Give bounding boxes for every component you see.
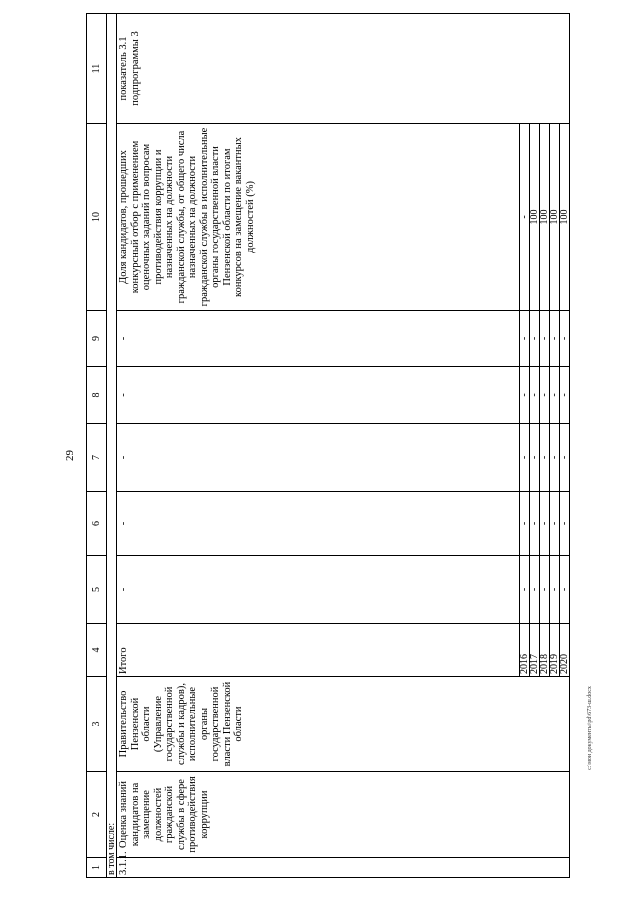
footer-path: c:\мои документы\pd\673-ш.docx bbox=[587, 686, 593, 770]
year-value: - bbox=[530, 311, 540, 367]
year-value: - bbox=[560, 311, 570, 367]
year-cell: 2016 bbox=[520, 624, 530, 677]
year-value: - bbox=[550, 367, 560, 424]
page-number: 29 bbox=[64, 450, 76, 461]
year-value: - bbox=[520, 424, 530, 492]
header-cell: 9 bbox=[87, 311, 107, 367]
cell-col5: - bbox=[117, 556, 520, 624]
year-value: - bbox=[540, 492, 550, 556]
event-name: Оценка знаний кандидатов на замещение должностей гражданской службы в сфере противодействия коррупции bbox=[117, 772, 570, 858]
header-cell: 10 bbox=[87, 124, 107, 311]
program-table bbox=[86, 13, 570, 878]
year-value: - bbox=[530, 424, 540, 492]
executor: Правительство Пензенской области (Управление государственной службы и кадров), исполнительные органы государственной власти Пензенской области bbox=[117, 677, 570, 772]
cell-col6: - bbox=[117, 492, 520, 556]
subheading: в том числе: bbox=[107, 14, 117, 878]
year-value: - bbox=[530, 492, 540, 556]
year-value: - bbox=[550, 556, 560, 624]
year-value: - bbox=[520, 492, 530, 556]
header-cell: 3 bbox=[87, 677, 107, 772]
header-cell: 6 bbox=[87, 492, 107, 556]
cell-col9: - bbox=[117, 311, 520, 367]
header-cell: 1 bbox=[87, 858, 107, 878]
header-cell: 8 bbox=[87, 367, 107, 424]
year-value: 100 bbox=[560, 124, 570, 311]
year-value: - bbox=[560, 367, 570, 424]
year-value: - bbox=[520, 556, 530, 624]
year-cell: 2019 bbox=[550, 624, 560, 677]
header-cell: 7 bbox=[87, 424, 107, 492]
year-cell: 2018 bbox=[540, 624, 550, 677]
year-value: 100 bbox=[530, 124, 540, 311]
year-value: - bbox=[550, 492, 560, 556]
year-value: - bbox=[550, 424, 560, 492]
year-value: - bbox=[560, 424, 570, 492]
year-value: - bbox=[550, 311, 560, 367]
period-total: Итого bbox=[117, 624, 520, 677]
header-cell: 5 bbox=[87, 556, 107, 624]
cell-col8: - bbox=[117, 367, 520, 424]
header-cell: 11 bbox=[87, 14, 107, 124]
year-value: - bbox=[560, 492, 570, 556]
cell-col7: - bbox=[117, 424, 520, 492]
rotated-table-wrapper bbox=[86, 14, 576, 878]
year-value: - bbox=[540, 367, 550, 424]
year-value: - bbox=[540, 311, 550, 367]
year-value: - bbox=[540, 556, 550, 624]
year-value: 100 bbox=[540, 124, 550, 311]
year-value: - bbox=[520, 367, 530, 424]
year-cell: 2017 bbox=[530, 624, 540, 677]
table-row bbox=[117, 14, 520, 878]
year-value: - bbox=[530, 367, 540, 424]
year-value: 100 bbox=[550, 124, 560, 311]
year-value: - bbox=[540, 424, 550, 492]
row-number: 3.1.1. bbox=[117, 858, 570, 878]
header-row bbox=[87, 14, 107, 878]
indicator: Доля кандидатов, прошедших конкурсный отбор с применением оценочных заданий по вопросам противодействия коррупции и назначенных на должности гражданской службы, от общего числа назначенных на должности гражданской службы в исполнительные органы государственной власти Пензенской области по итогам конкурсов на замещение вакантных должностей (%) bbox=[117, 124, 520, 311]
year-value: - bbox=[520, 124, 530, 311]
year-value: - bbox=[530, 556, 540, 624]
indicator-link: показатель 3.1 подпрограммы 3 bbox=[117, 14, 570, 124]
year-value: - bbox=[520, 311, 530, 367]
header-cell: 2 bbox=[87, 772, 107, 858]
year-cell: 2020 bbox=[560, 624, 570, 677]
header-cell: 4 bbox=[87, 624, 107, 677]
year-value: - bbox=[560, 556, 570, 624]
